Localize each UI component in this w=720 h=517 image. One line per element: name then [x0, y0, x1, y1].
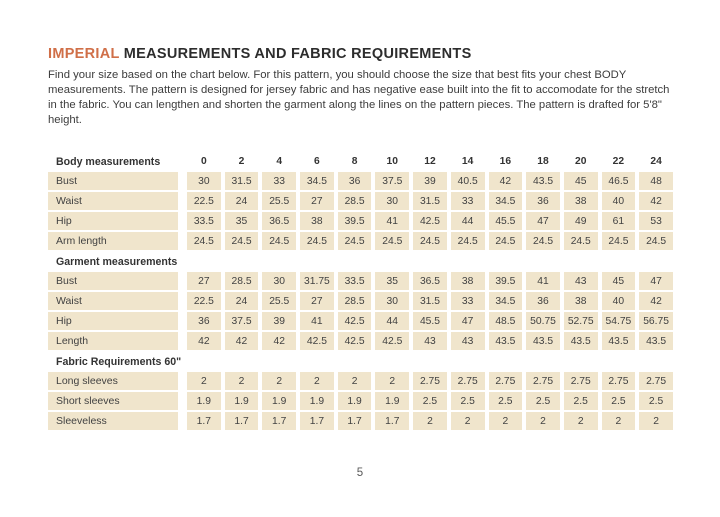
section-header-row: [48, 152, 673, 171]
cell-value: 2.75: [639, 372, 673, 390]
cell-value: 2.5: [639, 392, 673, 410]
page-content: [48, 46, 673, 432]
cell-value: 2: [602, 412, 636, 430]
cell-value: 56.75: [639, 312, 673, 330]
table-row: [48, 192, 673, 210]
cell-value: 2: [413, 412, 447, 430]
size-column-header: 0: [200, 156, 207, 167]
cell-value: 2.75: [451, 372, 485, 390]
row-label: Bust: [48, 272, 178, 290]
cell-value: 31.5: [413, 292, 447, 310]
cell-value: 2: [489, 412, 523, 430]
cell-value: 1.9: [225, 392, 259, 410]
cell-value: 24.5: [225, 232, 259, 250]
cell-value: 43.5: [526, 172, 560, 190]
cell-value: 35: [375, 272, 409, 290]
cell-value: 50.75: [526, 312, 560, 330]
cell-value: 43.5: [602, 332, 636, 350]
row-label: Short sleeves: [48, 392, 178, 410]
cell-value: 2: [262, 372, 296, 390]
cell-value: 27: [187, 272, 221, 290]
cell-value: 42.5: [338, 332, 372, 350]
cell-value: 1.7: [338, 412, 372, 430]
row-label: Bust: [48, 172, 178, 190]
cell-value: 37.5: [225, 312, 259, 330]
cell-value: 41: [300, 312, 334, 330]
size-chart-table: [48, 152, 673, 430]
size-column-header: 24: [650, 156, 662, 167]
cell-value: 54.75: [602, 312, 636, 330]
cell-value: 38: [300, 212, 334, 230]
cell-value: 1.9: [375, 392, 409, 410]
table-row: [48, 172, 673, 190]
section-header-label: Garment measurements: [56, 255, 178, 268]
page-title-rest: MEASUREMENTS AND FABRIC REQUIREMENTS: [119, 46, 472, 62]
cell-value: 41: [526, 272, 560, 290]
cell-value: 47: [451, 312, 485, 330]
cell-value: 2.75: [602, 372, 636, 390]
cell-value: 24.5: [489, 232, 523, 250]
cell-value: 42: [639, 292, 673, 310]
size-column-header: 14: [461, 156, 474, 167]
cell-value: 33.5: [338, 272, 372, 290]
cell-value: 1.9: [300, 392, 334, 410]
intro-paragraph: Find your size based on the chart below. For this pattern, you should choose the size that best fits your chest BODY measurements. The pattern is designed for jersey fabric and has negative ease built into the fit to accomodate for the stretch in the fabric. You can lengthen and shorten the garment along the lines on the pattern pieces. The pattern is drafted for 5'8" height.: [48, 69, 670, 126]
cell-value: 42: [187, 332, 221, 350]
cell-value: 31.5: [225, 172, 259, 190]
cell-value: 31.75: [300, 272, 334, 290]
cell-value: 25.5: [262, 192, 296, 210]
cell-value: 35: [225, 212, 259, 230]
cell-value: 24.5: [262, 232, 296, 250]
cell-value: 28.5: [225, 272, 259, 290]
cell-value: 36.5: [413, 272, 447, 290]
table-row: [48, 372, 673, 390]
cell-value: 2.75: [489, 372, 523, 390]
page-title: [48, 46, 673, 63]
cell-value: 42.5: [300, 332, 334, 350]
cell-value: 2: [375, 372, 409, 390]
cell-value: 24.5: [564, 232, 598, 250]
cell-value: 2.5: [602, 392, 636, 410]
section-header-row: [48, 352, 673, 371]
cell-value: 1.7: [375, 412, 409, 430]
cell-value: 1.9: [338, 392, 372, 410]
row-label: Waist: [48, 292, 178, 310]
cell-value: 36: [526, 292, 560, 310]
cell-value: 1.9: [262, 392, 296, 410]
cell-value: 61: [602, 212, 636, 230]
cell-value: 45: [602, 272, 636, 290]
row-label: Sleeveless: [48, 412, 178, 430]
cell-value: 2.75: [413, 372, 447, 390]
cell-value: 33: [262, 172, 296, 190]
row-label: Length: [48, 332, 178, 350]
cell-value: 40.5: [451, 172, 485, 190]
cell-value: 39.5: [338, 212, 372, 230]
cell-value: 24.5: [300, 232, 334, 250]
cell-value: 43.5: [526, 332, 560, 350]
cell-value: 2: [338, 372, 372, 390]
row-label: Arm length: [48, 232, 178, 250]
cell-value: 31.5: [413, 192, 447, 210]
size-column-header: 8: [351, 156, 358, 167]
row-label: Hip: [48, 312, 178, 330]
cell-value: 39: [413, 172, 447, 190]
cell-value: 36: [338, 172, 372, 190]
cell-value: 36.5: [262, 212, 296, 230]
table-row: [48, 272, 673, 290]
cell-value: 27: [300, 292, 334, 310]
cell-value: 40: [602, 192, 636, 210]
cell-value: 34.5: [300, 172, 334, 190]
cell-value: 1.7: [225, 412, 259, 430]
cell-value: 2: [564, 412, 598, 430]
cell-value: 41: [375, 212, 409, 230]
cell-value: 37.5: [375, 172, 409, 190]
cell-value: 1.7: [187, 412, 221, 430]
cell-value: 43.5: [564, 332, 598, 350]
cell-value: 40: [602, 292, 636, 310]
cell-value: 43: [413, 332, 447, 350]
cell-value: 47: [639, 272, 673, 290]
cell-value: 43.5: [639, 332, 673, 350]
cell-value: 47: [526, 212, 560, 230]
cell-value: 42: [639, 192, 673, 210]
table-row: [48, 332, 673, 350]
cell-value: 25.5: [262, 292, 296, 310]
page-number: 5: [356, 467, 364, 479]
cell-value: 22.5: [187, 292, 221, 310]
table-row: [48, 212, 673, 230]
cell-value: 30: [187, 172, 221, 190]
cell-value: 28.5: [338, 292, 372, 310]
cell-value: 2: [300, 372, 334, 390]
cell-value: 28.5: [338, 192, 372, 210]
cell-value: 44: [375, 312, 409, 330]
cell-value: 34.5: [489, 292, 523, 310]
cell-value: 2: [526, 412, 560, 430]
cell-value: 48: [639, 172, 673, 190]
cell-value: 2.75: [526, 372, 560, 390]
page-title-accent: IMPERIAL: [48, 46, 120, 62]
cell-value: 43: [451, 332, 485, 350]
section-header-label: Body measurements: [56, 155, 161, 168]
cell-value: 42: [489, 172, 523, 190]
cell-value: 24: [225, 292, 259, 310]
size-column-header: 16: [499, 156, 512, 167]
cell-value: 42.5: [338, 312, 372, 330]
cell-value: 39.5: [489, 272, 523, 290]
table-row: [48, 412, 673, 430]
cell-value: 45: [564, 172, 598, 190]
cell-value: 52.75: [564, 312, 598, 330]
cell-value: 2: [225, 372, 259, 390]
size-column-header: 2: [238, 156, 245, 167]
section-header-row: [48, 252, 673, 271]
table-row: [48, 312, 673, 330]
cell-value: 24.5: [602, 232, 636, 250]
table-row: [48, 292, 673, 310]
cell-value: 43: [564, 272, 598, 290]
cell-value: 45.5: [489, 212, 523, 230]
cell-value: 24.5: [338, 232, 372, 250]
cell-value: 2: [187, 372, 221, 390]
cell-value: 33: [451, 192, 485, 210]
cell-value: 42.5: [375, 332, 409, 350]
cell-value: 24.5: [375, 232, 409, 250]
size-column-header: 4: [276, 156, 283, 167]
cell-value: 2.5: [489, 392, 523, 410]
cell-value: 27: [300, 192, 334, 210]
cell-value: 24: [225, 192, 259, 210]
cell-value: 1.9: [187, 392, 221, 410]
cell-value: 2.5: [413, 392, 447, 410]
cell-value: 45.5: [413, 312, 447, 330]
cell-value: 30: [375, 192, 409, 210]
cell-value: 36: [187, 312, 221, 330]
size-column-header: 6: [314, 156, 320, 167]
cell-value: 34.5: [489, 192, 523, 210]
cell-value: 22.5: [187, 192, 221, 210]
cell-value: 33: [451, 292, 485, 310]
cell-value: 1.7: [262, 412, 296, 430]
cell-value: 2.75: [564, 372, 598, 390]
cell-value: 42: [225, 332, 259, 350]
cell-value: 44: [451, 212, 485, 230]
cell-value: 24.5: [526, 232, 560, 250]
cell-value: 24.5: [413, 232, 447, 250]
cell-value: 2.5: [451, 392, 485, 410]
cell-value: 36: [526, 192, 560, 210]
table-row: [48, 392, 673, 410]
size-column-header: 20: [574, 156, 587, 167]
size-column-header: 22: [612, 156, 625, 167]
cell-value: 42: [262, 332, 296, 350]
cell-value: 48.5: [489, 312, 523, 330]
cell-value: 38: [564, 192, 598, 210]
cell-value: 49: [564, 212, 598, 230]
cell-value: 38: [451, 272, 485, 290]
cell-value: 24.5: [451, 232, 485, 250]
cell-value: 30: [375, 292, 409, 310]
cell-value: 39: [262, 312, 296, 330]
size-column-header: 10: [386, 156, 399, 167]
cell-value: 33.5: [187, 212, 221, 230]
section-header-label: Fabric Requirements 60": [56, 355, 182, 368]
cell-value: 42.5: [413, 212, 447, 230]
row-label: Long sleeves: [48, 372, 178, 390]
cell-value: 53: [639, 212, 673, 230]
cell-value: 38: [564, 292, 598, 310]
cell-value: 24.5: [639, 232, 673, 250]
cell-value: 24.5: [187, 232, 221, 250]
cell-value: 30: [262, 272, 296, 290]
row-label: Hip: [48, 212, 178, 230]
cell-value: 2.5: [564, 392, 598, 410]
row-label: Waist: [48, 192, 178, 210]
table-row: [48, 232, 673, 250]
cell-value: 1.7: [300, 412, 334, 430]
cell-value: 2: [451, 412, 485, 430]
size-column-header: 12: [424, 156, 436, 167]
cell-value: 46.5: [602, 172, 636, 190]
cell-value: 43.5: [489, 332, 523, 350]
cell-value: 2.5: [526, 392, 560, 410]
cell-value: 2: [639, 412, 673, 430]
size-column-header: 18: [537, 156, 549, 167]
